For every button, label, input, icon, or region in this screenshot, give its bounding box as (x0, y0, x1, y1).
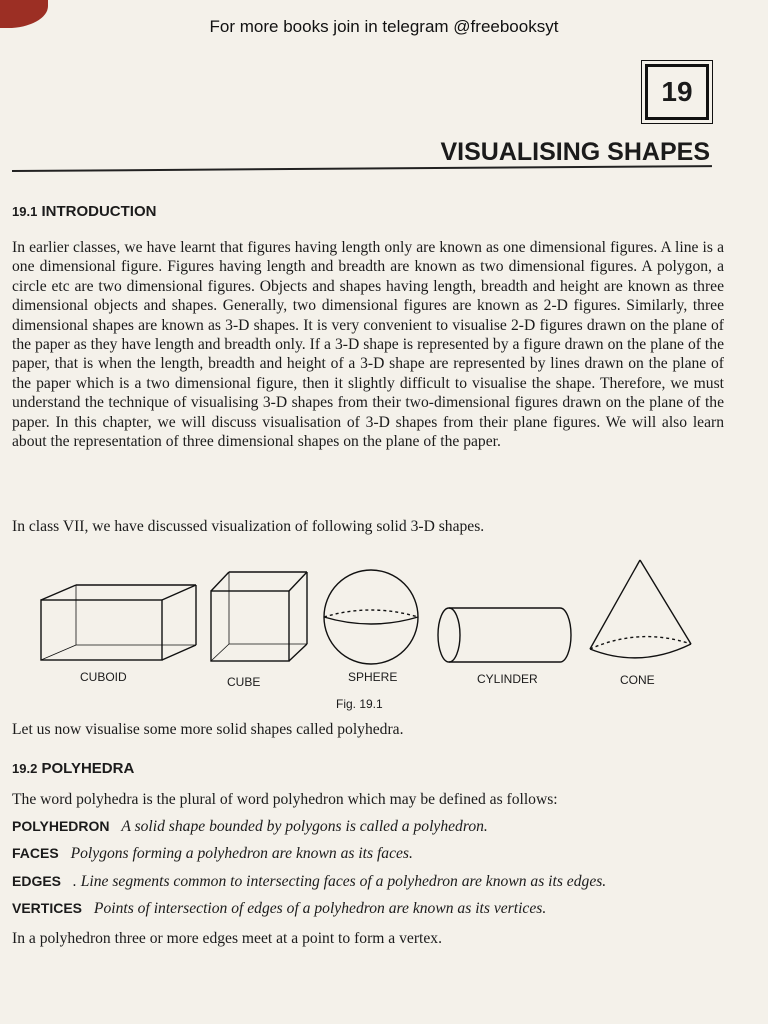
label-cube: CUBE (227, 675, 261, 689)
section-title: POLYHEDRA (41, 760, 135, 777)
label-cylinder: CYLINDER (477, 672, 538, 686)
chapter-title: VISUALISING SHAPES (440, 138, 710, 166)
cube-drawing (211, 572, 307, 661)
title-rule (12, 165, 712, 172)
transition-line: Let us now visualise some more solid shapes called polyhedra. (12, 721, 404, 738)
chapter-number: 19 (661, 76, 693, 107)
definition-faces (12, 845, 413, 863)
header-banner: For more books join in telegram @freebooksyt (209, 17, 559, 36)
section-number: 19.1 (12, 204, 38, 219)
definition-text: . Line segments common to intersecting faces of a polyhedron are known as its edges. (72, 873, 607, 890)
closing-line: In a polyhedron three or more edges meet at a point to form a vertex. (12, 930, 442, 947)
polyhedra-intro: The word polyhedra is the plural of word polyhedron which may be defined as follows: (12, 791, 558, 808)
definition-edges (12, 873, 606, 891)
section-number: 19.2 (12, 761, 38, 776)
definition-text: Points of intersection of edges of a polyhedron are known as its vertices. (93, 900, 547, 917)
definition-term: EDGES (12, 873, 62, 889)
definition-text: A solid shape bounded by polygons is called a polyhedron. (121, 818, 488, 835)
cylinder-drawing (438, 608, 571, 662)
figure-caption: Fig. 19.1 (336, 697, 383, 711)
label-sphere: SPHERE (348, 670, 398, 684)
label-cone: CONE (620, 673, 655, 687)
class-vii-line: In class VII, we have discussed visualization of following solid 3-D shapes. (12, 518, 485, 535)
sphere-drawing (324, 570, 418, 664)
introduction-paragraph: In earlier classes, we have learnt that figures having length only are known as one dimensional figures. A line is a one dimensional figure. Figures having length and breadth are known as two dimensional figures. A polygon, a circle etc are two dimensional figures. Objects and shapes having length, breadth and height are known as three dimensional objects and shapes. Generally, two dimensional figures are known as 2-D figures. Similarly, three dimensional shapes are known as 3-D shapes. It is very convenient to visualise 2-D figures drawn on the plane of the paper as they have length and breadth only. If a 3-D shape is represented by a figure drawn on the plane of the paper, that is when the length, breadth and height of a 3-D shape are represented by lines drawn on the plane of the paper which is a two dimensional figure, then it slightly difficult to visualise the shape. Therefore, we must understand the technique of visualising 3-D shapes from their two-dimensional figures drawn on the plane of the paper. In this chapter, we will discuss visualisation of 3-D shapes from their plane figures. We will also learn about the representation of three dimensional shapes on the plane of the paper. (12, 239, 724, 451)
cuboid-drawing (41, 585, 196, 660)
chapter-number-box (645, 64, 709, 120)
definition-text: Polygons forming a polyhedron are known as its faces. (70, 845, 413, 862)
definition-term: FACES (12, 845, 59, 861)
cone-drawing (590, 560, 691, 658)
section-heading-polyhedra (12, 760, 134, 777)
section-title: INTRODUCTION (41, 203, 157, 220)
definition-term: VERTICES (12, 900, 83, 916)
section-heading-introduction (12, 203, 156, 220)
definition-term: POLYHEDRON (12, 818, 110, 834)
definition-polyhedron (12, 818, 488, 836)
label-cuboid: CUBOID (80, 670, 127, 684)
definition-vertices (12, 900, 546, 918)
